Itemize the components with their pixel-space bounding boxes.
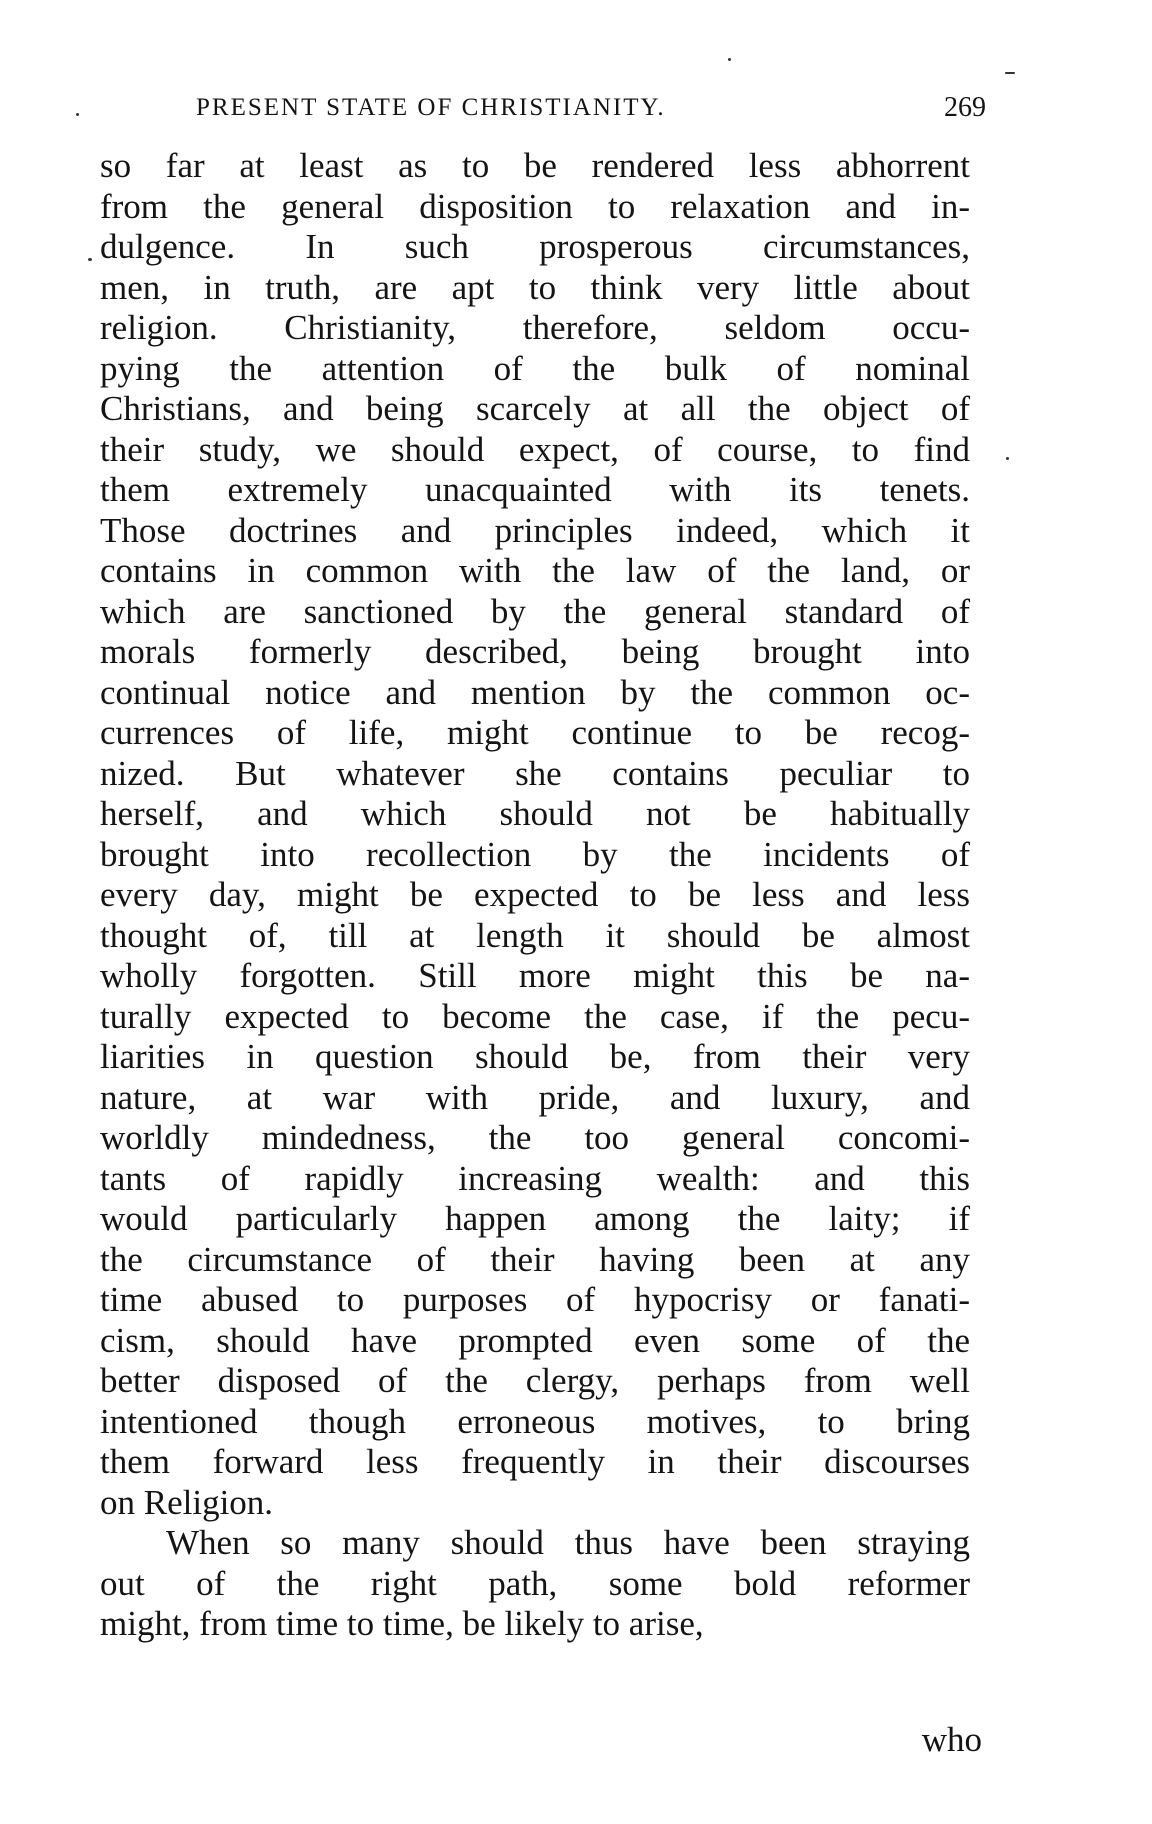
text-line: every day, might be expected to be less and less xyxy=(100,875,970,914)
scan-speck xyxy=(88,258,92,261)
text-line: them extremely unacquainted with its tenets. xyxy=(100,470,970,509)
scan-speck xyxy=(1006,457,1009,460)
text-line: brought into recollection by the incidents of xyxy=(100,834,970,874)
text-line: out of the right path, some bold reformer xyxy=(100,1563,970,1603)
text-line: nature, at war with pride, and luxury, and xyxy=(100,1077,970,1117)
text-line: When so many should thus have been straying xyxy=(166,1523,970,1562)
text-line: time abused to purposes of hypocrisy or fanati- xyxy=(100,1280,970,1319)
text-line: so far at least as to be rendered less abhorrent xyxy=(100,146,970,185)
text-line: herself, and which should not be habitually xyxy=(100,794,970,833)
body-text xyxy=(100,146,970,1645)
text-line: would particularly happen among the laity; if xyxy=(100,1199,970,1238)
text-line: which are sanctioned by the general standard of xyxy=(100,591,970,631)
text-line: nized. But whatever she contains peculiar to xyxy=(100,753,970,793)
text-line: morals formerly described, being brought into xyxy=(100,632,970,671)
text-line: currences of life, might continue to be recog- xyxy=(100,713,970,752)
text-line: men, in truth, are apt to think very little about xyxy=(100,267,970,307)
text-line: the circumstance of their having been at any xyxy=(100,1239,970,1279)
text-line: Christians, and being scarcely at all the object of xyxy=(100,389,970,428)
paragraph xyxy=(100,146,970,1523)
paragraph xyxy=(100,1523,970,1645)
text-line: might, from time to time, be likely to arise, xyxy=(100,1604,704,1643)
page-number: 269 xyxy=(944,92,986,123)
scan-speck xyxy=(1005,72,1015,74)
text-line: liarities in question should be, from their very xyxy=(100,1037,970,1076)
scan-speck xyxy=(76,113,79,116)
catchword: who xyxy=(921,1720,982,1759)
text-line: better disposed of the clergy, perhaps from well xyxy=(100,1361,970,1400)
text-line: Those doctrines and principles indeed, which it xyxy=(100,510,970,550)
text-line: contains in common with the law of the land, or xyxy=(100,551,970,590)
text-line: cism, should have prompted even some of the xyxy=(100,1320,970,1360)
text-line: worldly mindedness, the too general concomi- xyxy=(100,1118,970,1157)
text-line: religion. Christianity, therefore, seldom occu- xyxy=(100,308,970,347)
text-line: from the general disposition to relaxation and in- xyxy=(100,186,970,226)
text-line: turally expected to become the case, if the pecu- xyxy=(100,996,970,1036)
scan-speck xyxy=(728,58,731,61)
text-line: tants of rapidly increasing wealth: and this xyxy=(100,1158,970,1198)
text-line: wholly forgotten. Still more might this be na- xyxy=(100,956,970,995)
text-line: dulgence. In such prosperous circumstances, xyxy=(100,227,970,266)
text-line: their study, we should expect, of course, to find xyxy=(100,429,970,469)
text-line: intentioned though erroneous motives, to bring xyxy=(100,1401,970,1441)
text-line: continual notice and mention by the common oc- xyxy=(100,672,970,712)
text-line: thought of, till at length it should be almost xyxy=(100,915,970,955)
text-line: them forward less frequently in their discourses xyxy=(100,1442,970,1481)
running-head xyxy=(196,92,986,132)
text-line: pying the attention of the bulk of nominal xyxy=(100,348,970,388)
running-head-title: PRESENT STATE OF CHRISTIANITY. xyxy=(196,94,666,121)
text-line: on Religion. xyxy=(100,1482,274,1522)
